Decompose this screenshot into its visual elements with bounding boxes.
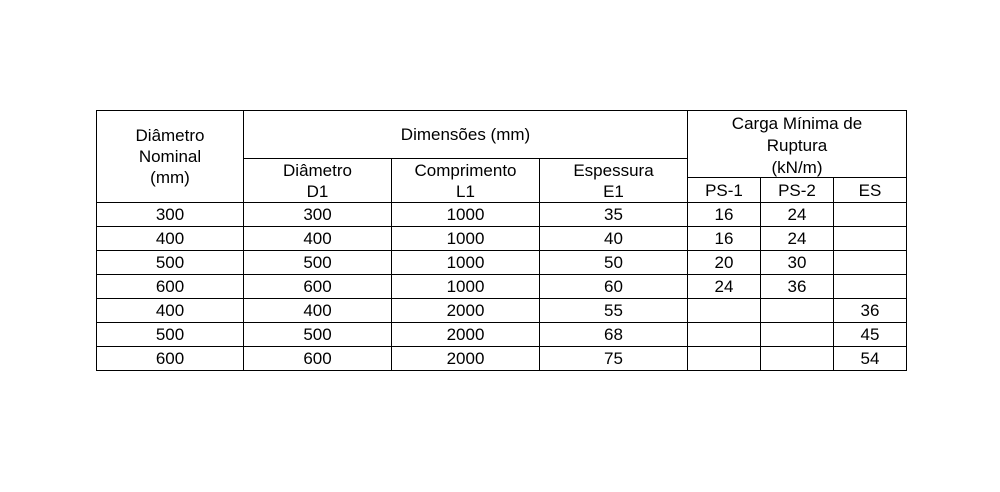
cell-diametro-d1: 500 [244,251,392,275]
cell-diametro-d1: 600 [244,275,392,299]
cell-es [834,251,907,275]
cell-es: 45 [834,323,907,347]
cell-ps1: 16 [688,227,761,251]
table-row [97,323,907,347]
cell-es [834,227,907,251]
cell-comprimento-l1: 1000 [392,203,540,227]
cell-comprimento-l1: 2000 [392,299,540,323]
cell-comprimento-l1: 2000 [392,323,540,347]
header-comprimento-l1: Comprimento L1 [392,159,540,203]
header-espessura-e1: Espessura E1 [540,159,688,203]
cell-es: 54 [834,347,907,371]
cell-ps1: 20 [688,251,761,275]
specification-table [96,110,907,371]
cell-ps2: 30 [761,251,834,275]
cell-espessura-e1: 55 [540,299,688,323]
cell-comprimento-l1: 1000 [392,227,540,251]
cell-espessura-e1: 50 [540,251,688,275]
cell-diametro-nominal: 600 [97,347,244,371]
header-diametro-nominal: Diâmetro Nominal (mm) [97,111,244,203]
cell-espessura-e1: 40 [540,227,688,251]
cell-ps1: 24 [688,275,761,299]
cell-ps2: 36 [761,275,834,299]
cell-diametro-nominal: 400 [97,299,244,323]
cell-espessura-e1: 35 [540,203,688,227]
cell-espessura-e1: 60 [540,275,688,299]
cell-diametro-d1: 400 [244,299,392,323]
cell-diametro-nominal: 500 [97,251,244,275]
cell-espessura-e1: 68 [540,323,688,347]
table-row [97,227,907,251]
cell-ps2 [761,299,834,323]
cell-ps2: 24 [761,227,834,251]
cell-diametro-d1: 600 [244,347,392,371]
cell-diametro-nominal: 600 [97,275,244,299]
header-es: ES [834,178,907,203]
cell-ps1 [688,347,761,371]
cell-comprimento-l1: 2000 [392,347,540,371]
cell-ps2 [761,347,834,371]
cell-ps2 [761,323,834,347]
cell-comprimento-l1: 1000 [392,275,540,299]
header-ps2: PS-2 [761,178,834,203]
header-ps1: PS-1 [688,178,761,203]
cell-es [834,203,907,227]
cell-diametro-nominal: 500 [97,323,244,347]
cell-es [834,275,907,299]
cell-diametro-nominal: 300 [97,203,244,227]
header-dimensoes: Dimensões (mm) [244,111,688,159]
cell-es: 36 [834,299,907,323]
table-row [97,299,907,323]
cell-comprimento-l1: 1000 [392,251,540,275]
table-row [97,347,907,371]
cell-ps1 [688,299,761,323]
cell-diametro-d1: 500 [244,323,392,347]
cell-diametro-d1: 400 [244,227,392,251]
cell-diametro-d1: 300 [244,203,392,227]
cell-ps2: 24 [761,203,834,227]
cell-diametro-nominal: 400 [97,227,244,251]
cell-espessura-e1: 75 [540,347,688,371]
cell-ps1 [688,323,761,347]
header-diametro-d1: Diâmetro D1 [244,159,392,203]
table-row [97,275,907,299]
cell-ps1: 16 [688,203,761,227]
table-row [97,251,907,275]
table-row [97,203,907,227]
header-carga-minima: Carga Mínima de Ruptura (kN/m) [688,111,907,178]
